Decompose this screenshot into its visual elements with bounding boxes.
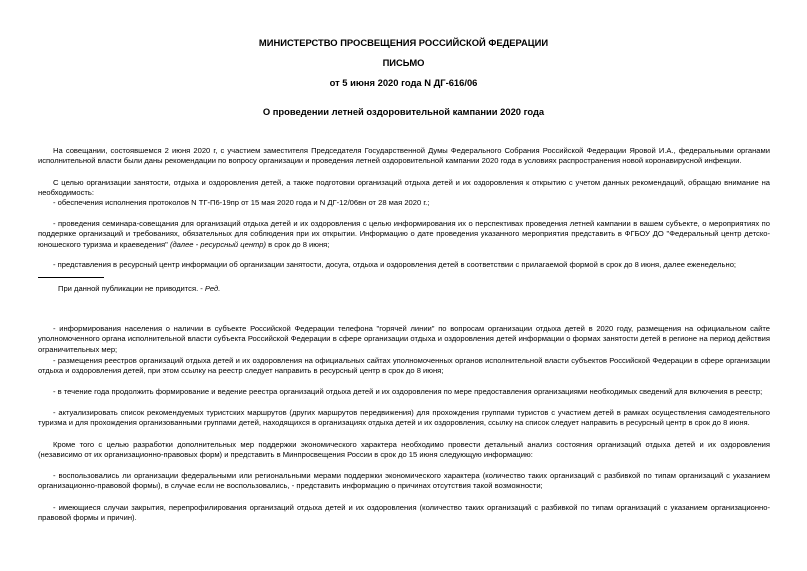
paragraph-registries: - размещения реестров организаций отдыха детей и их оздоровления на официальных сайтах уполномоченных органов исполнительной власти субъектов Российской Федерации в сфере организации отдыха и оздоровления детей, при этом ссылку на реестр следует направить в ресурсный центр в срок до 8 июня;: [38, 356, 770, 376]
paragraph-meeting: На совещании, состоявшемся 2 июня 2020 г, с участием заместителя Председателя Государственной Думы Федерального Собрания Российской Федерации Яровой И.А., федеральными органами исполнительной власти были даны рекомендации по вопросу организации и проведения летней оздоровительной кампании 2020 года в условиях распространения новой коронавирусной инфекции.: [38, 146, 770, 166]
paragraph-protocols: - обеспечения исполнения протоколов N ТГ-П6-19пр от 15 мая 2020 года и N ДГ-12/06вн от 28 мая 2020 г.;: [53, 198, 430, 207]
ministry-title: МИНИСТЕРСТВО ПРОСВЕЩЕНИЯ РОССИЙСКОЙ ФЕДЕРАЦИИ: [258, 37, 549, 48]
document-date-number: от 5 июня 2020 года N ДГ-616/06: [329, 77, 478, 88]
document-type: ПИСЬМО: [382, 57, 425, 68]
seminar-deadline: в срок до 8 июня;: [266, 239, 330, 249]
footnote: [58, 284, 220, 293]
paragraph-hotline: - информирования населения о наличии в субъекте Российской Федерации телефона "горячей линии" по вопросам организации отдыха детей в 2020 году, размещения на официальном сайте уполномоченного органа исполнительной власти субъекта Российской Федерации в сфере организации отдыха и оздоровления детей информации о формах занятости детей в регионе на период действия ограничительных мер;: [38, 324, 770, 354]
paragraph-resource-info: - представления в ресурсный центр информации об организации занятости, досуга, отдыха и оздоровления детей в соответствии с прилагаемой формой в срок до 8 июня, далее еженедельно;: [53, 260, 737, 269]
paragraph-seminar: [38, 219, 770, 250]
paragraph-tourist-routes: - актуализировать список рекомендуемых туристских маршрутов (других маршрутов передвижения) для прохождения группами туристов с участием детей в рамках осуществления самодеятельного туризма и для прохождения организованными группами детей, находящихся в организациях отдыха детей и их оздоровления, ссылку на список следует направить в ресурсный центр в срок до 8 июня.: [38, 408, 770, 428]
paragraph-purpose: С целью организации занятости, отдыха и оздоровления детей, а также подготовки организаций отдыха детей и их оздоровления к открытию с учетом данных рекомендаций, обращаю внимание на необходимость:: [38, 178, 770, 198]
seminar-text: - проведения семинара-совещания для организаций отдыха детей и их оздоровления с целью информирования их о перспективах проведения летней кампании в вашем субъекте, о мероприятиях по поддержке организаций и требованиях, обязательных для соблюдения при их открытии. Информацию о дате проведения указанного мероприятия представить в ФГБОУ ДО "Федеральный центр детско-юношеского туризма и краеведения": [38, 219, 770, 249]
paragraph-closures: - имеющиеся случаи закрытия, перепрофилирования организаций отдыха детей и их оздоровления (количество таких организаций с разбивкой по типам организаций с указанием организационно-правовой формы и причин).: [38, 503, 770, 523]
paragraph-analysis: Кроме того с целью разработки дополнительных мер поддержки экономического характера необходимо провести детальный анализ состояния организаций отдыха детей и их оздоровления (независимо от их организационно-правовых форм) и представить в Минпросвещения России в срок до 15 июня следующую информацию:: [38, 440, 770, 460]
footnote-text: При данной публикации не приводится. -: [58, 284, 205, 293]
footnote-editor-mark: Ред.: [204, 284, 221, 293]
document-subject: О проведении летней оздоровительной кампании 2020 года: [262, 106, 545, 117]
paragraph-registry-maintenance: - в течение года продолжить формирование и ведение реестра организаций отдыха детей и их оздоровления по мере предоставления организациями необходимых сведений для включения в реестр;: [53, 387, 763, 396]
resource-center-note: (далее - ресурсный центр): [169, 239, 267, 249]
footnote-divider: [38, 277, 104, 278]
paragraph-support-measures: - воспользовались ли организации федеральными или региональными мерами поддержки экономического характера (количество таких организаций с разбивкой по типам организаций с указанием организационно-правовой формы), в случае если не воспользовались, - представить информацию о причинах отсутствия такой возможности;: [38, 471, 770, 491]
